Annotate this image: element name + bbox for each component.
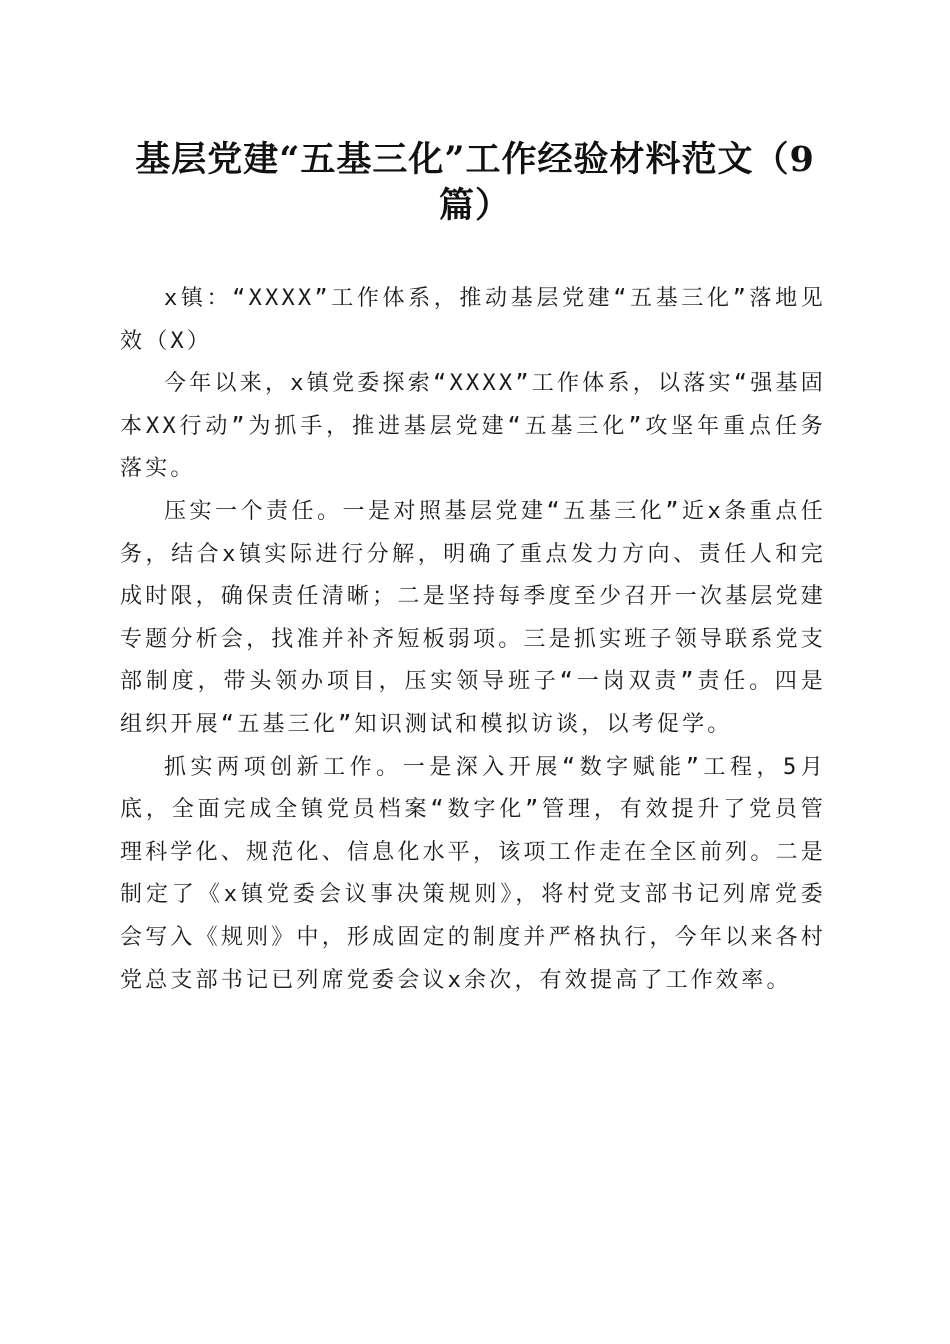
innovation-paragraph: 抓实两项创新工作。一是深入开展“数字赋能”工程，5月底，全面完成全镇党员档案“数字化”管理，有效提升了党员管理科学化、规范化、信息化水平，该项工作走在全区前列。二是制定了《x镇党委会议事决策规则》，将村党支部书记列席党委会写入《规则》中，形成固定的制度并严格执行，今年以来各村党总支部书记已列席党委会议x余次，有效提高了工作效率。 (120, 754, 826, 993)
document-title: 基层党建“五基三化”工作经验材料范文（9篇） (135, 139, 815, 226)
responsibility-paragraph: 压实一个责任。一是对照基层党建“五基三化”近x条重点任务，结合x镇实际进行分解，明确了重点发力方向、责任人和完成时限，确保责任清晰；二是坚持每季度至少召开一次基层党建专题分析会，找准并补齐短板弱项。三是抓实班子领导联系党支部制度，带头领办项目，压实领导班子“一岗双责”责任。四是组织开展“五基三化”知识测试和模拟访谈，以考促学。 (120, 498, 826, 737)
subtitle-paragraph: x镇：“XXXX”工作体系，推动基层党建“五基三化”落地见效（X） (120, 286, 826, 354)
intro-paragraph: 今年以来，x镇党委探索“XXXX”工作体系，以落实“强基固本XX行动”为抓手，推进基层党建“五基三化”攻坚年重点任务落实。 (120, 371, 826, 482)
document-body (120, 278, 826, 1002)
